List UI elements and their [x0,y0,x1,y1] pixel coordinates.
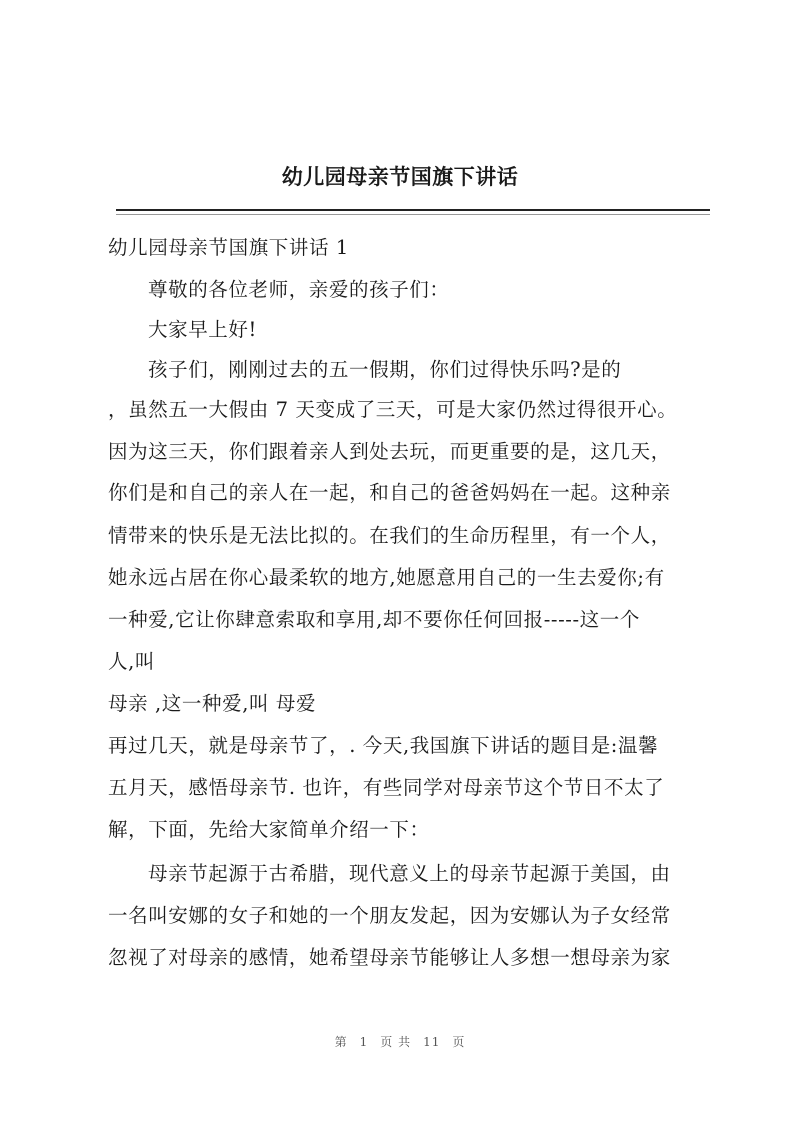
title-rule-thin [116,214,710,215]
page-label-suffix: 页 [452,1035,466,1049]
greeting-line: 大家早上好! [148,318,257,341]
body-line: 她永远占居在你心最柔软的地方,她愿意用自己的一生去爱你;有 [108,566,665,589]
body-line: 解，下面，先给大家简单介绍一下： [108,818,430,841]
page-label-mid: 页 共 [380,1035,412,1049]
body-line: 你们是和自己的亲人在一起，和自己的爸爸妈妈在一起。这种亲 [108,481,671,504]
total-pages-number: 11 [423,1035,441,1049]
body-line: 母亲 ,这一种爱,叫 母爱 [108,692,317,715]
body-line: 一名叫安娜的女子和她的一个朋友发起，因为安娜认为子女经常 [108,904,671,927]
body-line: ，虽然五一大假由 7 天变成了三天，可是大家仍然过得很开心。 [108,398,678,421]
body-line: 母亲节起源于古希腊，现代意义上的母亲节起源于美国，由 [148,862,671,885]
body-line: 一种爱,它让你肆意索取和享用,却不要你任何回报-----这一个 [108,608,640,631]
body-line: 人,叫 [108,650,155,673]
body-line: 因为这三天，你们跟着亲人到处去玩，而更重要的是，这几天， [108,440,671,463]
page-footer [0,1033,800,1050]
current-page-number: 1 [359,1035,369,1049]
document-title: 幼儿园母亲节国旗下讲话 [281,165,519,189]
page-label-prefix: 第 [334,1035,348,1049]
title-rule [116,209,710,211]
greeting-line: 尊敬的各位老师，亲爱的孩子们： [148,278,450,301]
body-line: 情带来的快乐是无法比拟的。在我们的生命历程里，有一个人， [108,524,671,547]
body-line: 五月天，感悟母亲节. 也许，有些同学对母亲节这个节日不太了 [108,776,665,799]
body-line: 再过几天，就是母亲节了，. 今天,我国旗下讲话的题目是:温馨 [108,734,659,757]
section-heading: 幼儿园母亲节国旗下讲话 1 [108,236,349,259]
body-line: 忽视了对母亲的感情，她希望母亲节能够让人多想一想母亲为家 [108,946,671,969]
body-line: 孩子们，刚刚过去的五一假期，你们过得快乐吗?是的 [148,358,622,381]
